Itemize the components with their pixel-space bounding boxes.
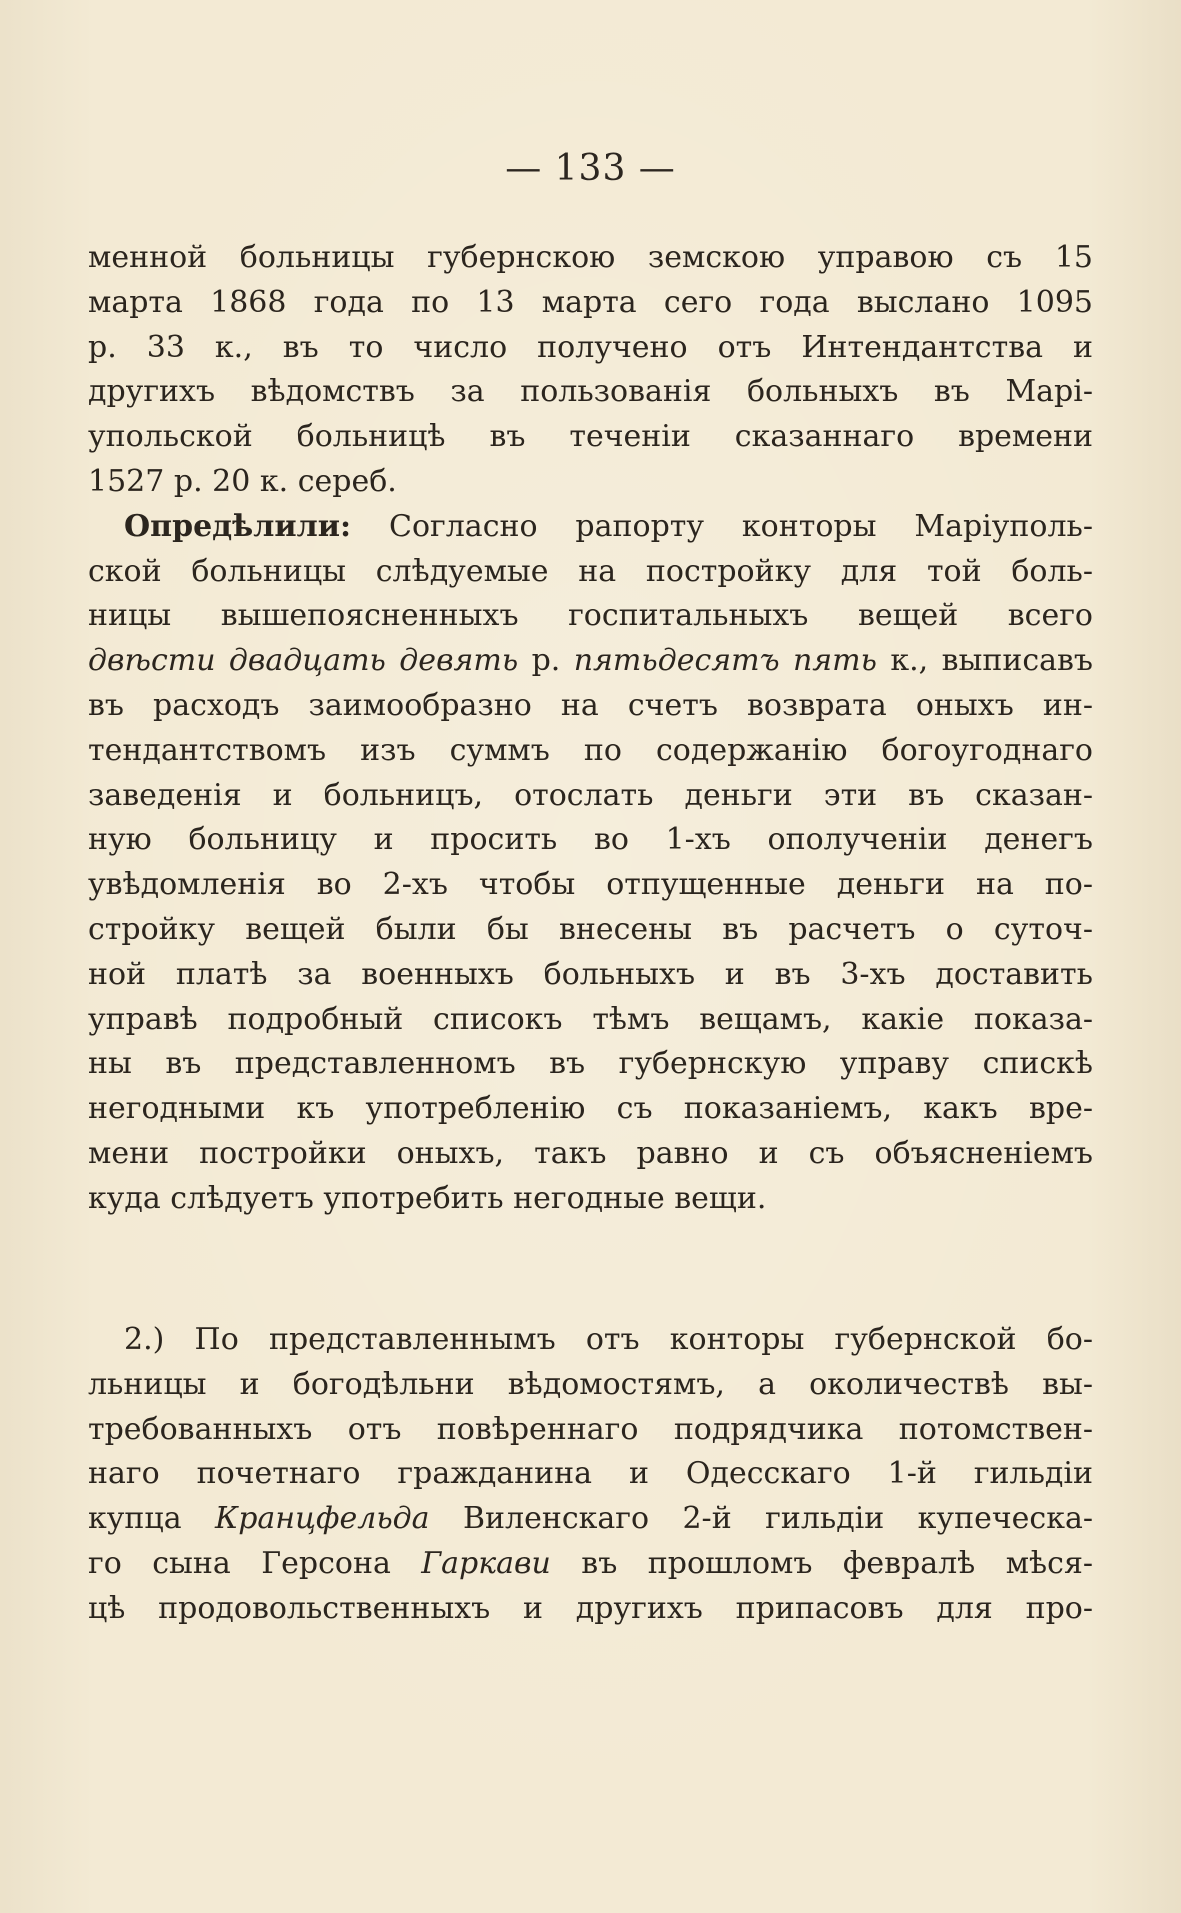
- resolution-heading: Опредѣлили:: [124, 508, 352, 544]
- amount-rubles-words: двѣсти двадцать девять: [88, 643, 519, 679]
- main-text: [88, 236, 1093, 1222]
- text-line: марта 1868 года по 13 марта сего года выслано 1095: [88, 284, 1093, 320]
- text-line: р. 33 к., въ то число получено отъ Интендантства и: [88, 329, 1093, 365]
- merchant-son-name: Гаркави: [421, 1545, 551, 1581]
- resolution-first-line: [88, 505, 1093, 550]
- amount-kopecks-words: пятьдесятъ пять: [573, 643, 877, 679]
- text-line: въ расходъ заимообразно на счетъ возврата оныхъ ин-: [88, 687, 1093, 723]
- text-line: ны въ представленномъ въ губернскую управу спискѣ: [88, 1046, 1093, 1082]
- text-line: требованныхъ отъ повѣреннаго подрядчика потомствен-: [88, 1411, 1093, 1447]
- merchant-line: [88, 1497, 1093, 1542]
- text-line: наго почетнаго гражданина и Одесскаго 1-й гильдіи: [88, 1456, 1093, 1492]
- text-fragment: к., выписавъ: [876, 643, 1093, 679]
- item-2-text: [88, 1318, 1093, 1632]
- text-line: ную больницу и просить во 1-хъ ополученіи денегъ: [88, 822, 1093, 858]
- text-line: льницы и богодѣльни вѣдомостямъ, а околичествѣ вы-: [88, 1366, 1093, 1402]
- text-line: куда слѣдуетъ употребить негодные вещи.: [88, 1180, 767, 1216]
- text-fragment: въ прошломъ февралѣ мѣся-: [550, 1545, 1093, 1581]
- text-fragment: купца: [88, 1501, 215, 1537]
- text-line: упольской больницѣ въ теченіи сказаннаго времени: [88, 419, 1093, 455]
- text-line: менной больницы губернскою земскою управою съ 15: [88, 240, 1093, 275]
- text-line: управѣ подробный списокъ тѣмъ вещамъ, какіе показа-: [88, 1001, 1093, 1037]
- text-line: цѣ продовольственныхъ и другихъ припасовъ для про-: [88, 1590, 1093, 1626]
- text-line: негодными къ употребленію съ показаніемъ, какъ вре-: [88, 1091, 1093, 1127]
- merchant-name: Кранцфельда: [215, 1501, 430, 1537]
- text-line: стройку вещей были бы внесены въ расчетъ о суточ-: [88, 911, 1093, 947]
- text-fragment: р.: [518, 643, 574, 679]
- text-line: ницы вышепоясненныхъ госпитальныхъ вещей всего: [88, 598, 1093, 634]
- text-line: заведенія и больницъ, отослать деньги эти въ сказан-: [88, 777, 1093, 813]
- text-fragment: Виленскаго 2-й гильдіи купеческа-: [429, 1501, 1093, 1537]
- page-number: — 133 —: [505, 148, 676, 189]
- text-line: другихъ вѣдомствъ за пользованія больныхъ въ Марі-: [88, 374, 1093, 410]
- text-line: ной платѣ за военныхъ больныхъ и въ 3-хъ доставить: [88, 956, 1093, 992]
- text-fragment: го сына Герсона: [88, 1545, 422, 1581]
- text-line: тендантствомъ изъ суммъ по содержанію богоугоднаго: [88, 732, 1093, 768]
- amount-line: [88, 639, 1093, 684]
- text-line: 1527 р. 20 к. сереб.: [88, 463, 397, 499]
- text-line: 2.) По представленнымъ отъ конторы губернской бо-: [124, 1322, 1093, 1357]
- text-line: мени постройки оныхъ, такъ равно и съ объясненіемъ: [88, 1135, 1093, 1171]
- text-line: увѣдомленія во 2-хъ чтобы отпущенные деньги на по-: [88, 867, 1093, 903]
- text-line: ской больницы слѣдуемые на постройку для той боль-: [88, 553, 1093, 589]
- merchant-son-line: [88, 1542, 1093, 1587]
- text-fragment: Согласно рапорту конторы Маріуполь-: [351, 508, 1093, 544]
